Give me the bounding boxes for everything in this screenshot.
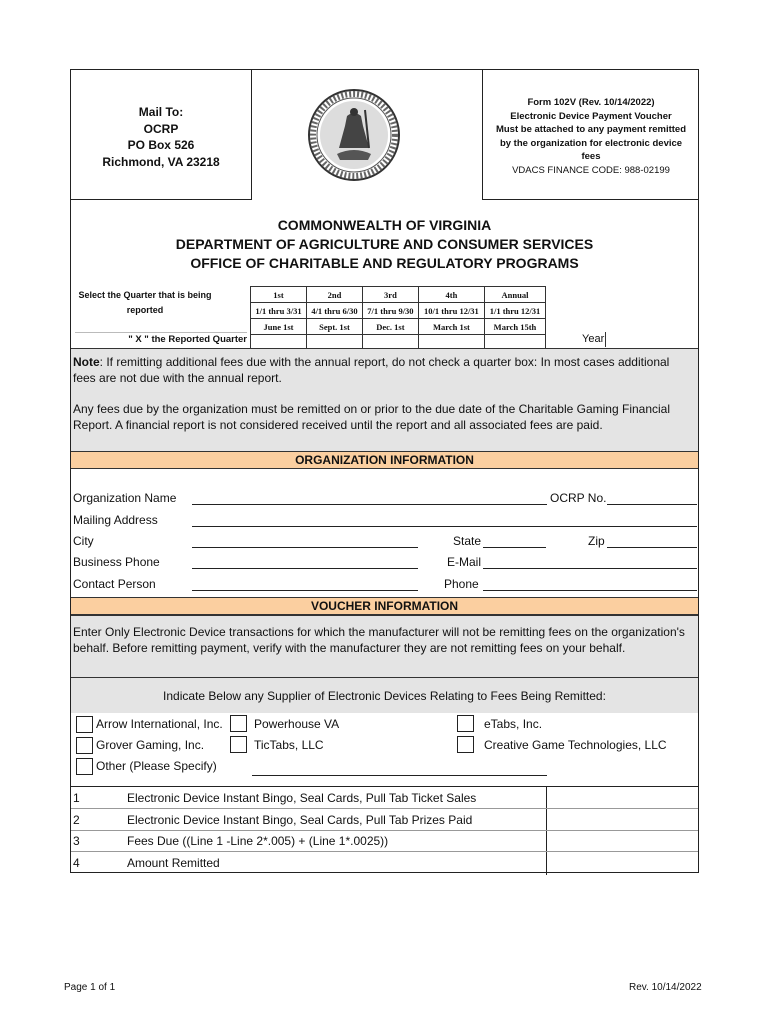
quarter-1st-range: 1/1 thru 3/31 (251, 303, 307, 319)
line-3-number: 3 (73, 834, 80, 848)
voucher-intro-section (71, 615, 698, 678)
quarter-4th-range: 10/1 thru 12/31 (418, 303, 484, 319)
attach-note-2: by the organization for electronic device (499, 137, 683, 149)
line-3-amount-input[interactable] (547, 831, 699, 851)
attach-note: Must be attached to any payment remitted (495, 124, 687, 135)
line-1-amount-input[interactable] (547, 787, 699, 808)
etabs-checkbox[interactable] (457, 715, 474, 732)
quarter-1st-due: June 1st (251, 319, 307, 335)
note-section (71, 348, 698, 452)
supplier-prompt-text: Indicate Below any Supplier of Electronic Devices Relating to Fees Being Remitted: (163, 689, 606, 703)
phone-label: Phone (444, 577, 479, 591)
etabs-label: eTabs, Inc. (484, 717, 543, 731)
organization-information-header: ORGANIZATION INFORMATION (71, 451, 698, 469)
line-2-number: 2 (73, 813, 80, 827)
virginia-seal-icon (307, 88, 401, 182)
organization-name-input[interactable] (192, 504, 547, 505)
voucher-information-header: VOUCHER INFORMATION (71, 597, 698, 615)
fees-due-text: Any fees due by the organization must be remitted on or prior to the due date of the Charitable Gaming Financial Report. A financial report is not considered received until the report and all associated fees are paid. (73, 402, 671, 432)
x-reported-quarter-label: " X " the Reported Quarter (128, 334, 247, 345)
year-label: Year (582, 333, 605, 345)
mail-to-heading: Mail To: (138, 105, 184, 119)
grover-gaming-label: Grover Gaming, Inc. (96, 738, 205, 752)
voucher-intro-text: Enter Only Electronic Device transactions for which the manufacturer will not be remitting fees on the organization's behalf. Before remitting payment, verify with the manufacturer they are not remitting fees on your behalf. (73, 625, 685, 655)
line-4-amount-input[interactable] (547, 852, 699, 874)
line-1-description: Electronic Device Instant Bingo, Seal Cards, Pull Tab Ticket Sales (127, 791, 477, 805)
mailing-address-label: Mailing Address (73, 513, 158, 527)
quarter-2nd: 2nd (306, 287, 362, 303)
phone-input[interactable] (483, 590, 697, 591)
mailing-address-input[interactable] (192, 526, 697, 527)
note-text: : If remitting additional fees due with the annual report, do not check a quarter box: In most cases additional fees are not due with the annual report. (73, 355, 670, 385)
line-items-table (71, 786, 698, 875)
quarter-3rd: 3rd (362, 287, 418, 303)
quarter-2nd-due: Sept. 1st (306, 319, 362, 335)
business-phone-label: Business Phone (73, 555, 160, 569)
finance-code: VDACS FINANCE CODE: 988-02199 (512, 164, 670, 176)
year-input[interactable] (605, 332, 698, 347)
supplier-prompt-section (71, 677, 698, 713)
quarter-2nd-range: 4/1 thru 6/30 (306, 303, 362, 319)
agency-line-2: DEPARTMENT OF AGRICULTURE AND CONSUMER SERVICES (175, 236, 594, 252)
line-2-description: Electronic Device Instant Bingo, Seal Cards, Pull Tab Prizes Paid (127, 813, 473, 827)
state-input[interactable] (483, 547, 546, 548)
tictabs-label: TicTabs, LLC (254, 738, 324, 752)
ocrp-no-label: OCRP No. (550, 491, 607, 505)
contact-person-input[interactable] (192, 590, 418, 591)
mail-to-box (71, 70, 252, 200)
payment-voucher-form (70, 69, 699, 873)
zip-label: Zip (588, 534, 605, 548)
quarter-1st: 1st (251, 287, 307, 303)
creative-game-technologies-checkbox[interactable] (457, 736, 474, 753)
tictabs-checkbox[interactable] (230, 736, 247, 753)
other-supplier-input[interactable] (252, 775, 547, 776)
city-input[interactable] (192, 547, 418, 548)
business-phone-input[interactable] (192, 568, 418, 569)
arrow-international-checkbox[interactable] (76, 716, 93, 733)
agency-line-3: OFFICE OF CHARITABLE AND REGULATORY PROGRAMS (190, 255, 579, 271)
quarter-4th: 4th (418, 287, 484, 303)
line-2-amount-input[interactable] (547, 809, 699, 830)
creative-game-technologies-label: Creative Game Technologies, LLC (484, 738, 667, 752)
quarter-3rd-due: Dec. 1st (362, 319, 418, 335)
quarter-annual-range: 1/1 thru 12/31 (484, 303, 545, 319)
quarter-3rd-range: 7/1 thru 9/30 (362, 303, 418, 319)
form-info-box (482, 70, 699, 200)
mail-to-box-number: PO Box 526 (127, 138, 195, 152)
line-4-description: Amount Remitted (127, 856, 220, 870)
other-supplier-label: Other (Please Specify) (96, 759, 217, 773)
form-title: Electronic Device Payment Voucher (510, 110, 672, 122)
zip-input[interactable] (607, 547, 697, 548)
line-1-number: 1 (73, 791, 80, 805)
organization-name-label: Organization Name (73, 491, 177, 505)
other-supplier-checkbox[interactable] (76, 758, 93, 775)
form-number: Form 102V (Rev. 10/14/2022) (527, 97, 655, 108)
select-quarter-label: Select the Quarter that is being reported (78, 290, 212, 315)
quarter-table (250, 286, 546, 351)
note-label: Note (73, 355, 100, 369)
attach-note-3: fees (581, 151, 601, 162)
email-input[interactable] (483, 568, 697, 569)
line-4-number: 4 (73, 856, 80, 870)
revision-date: Rev. 10/14/2022 (629, 982, 702, 993)
page-number: Page 1 of 1 (64, 982, 116, 993)
mail-to-org: OCRP (143, 121, 179, 136)
line-3-description: Fees Due ((Line 1 -Line 2*.005) + (Line 1*.0025)) (127, 834, 389, 848)
ocrp-no-input[interactable] (607, 504, 697, 505)
grover-gaming-checkbox[interactable] (76, 737, 93, 754)
contact-person-label: Contact Person (73, 577, 156, 591)
powerhouse-va-checkbox[interactable] (230, 715, 247, 732)
agency-line-1: COMMONWEALTH OF VIRGINIA (277, 217, 492, 233)
quarter-4th-due: March 1st (418, 319, 484, 335)
mail-to-city: Richmond, VA 23218 (102, 154, 220, 169)
email-label: E-Mail (447, 555, 482, 569)
quarter-annual-due: March 15th (484, 319, 545, 335)
state-label: State (453, 534, 482, 548)
arrow-international-label: Arrow International, Inc. (96, 717, 223, 731)
city-label: City (73, 534, 94, 548)
quarter-annual: Annual (484, 287, 545, 303)
powerhouse-va-label: Powerhouse VA (254, 717, 340, 731)
